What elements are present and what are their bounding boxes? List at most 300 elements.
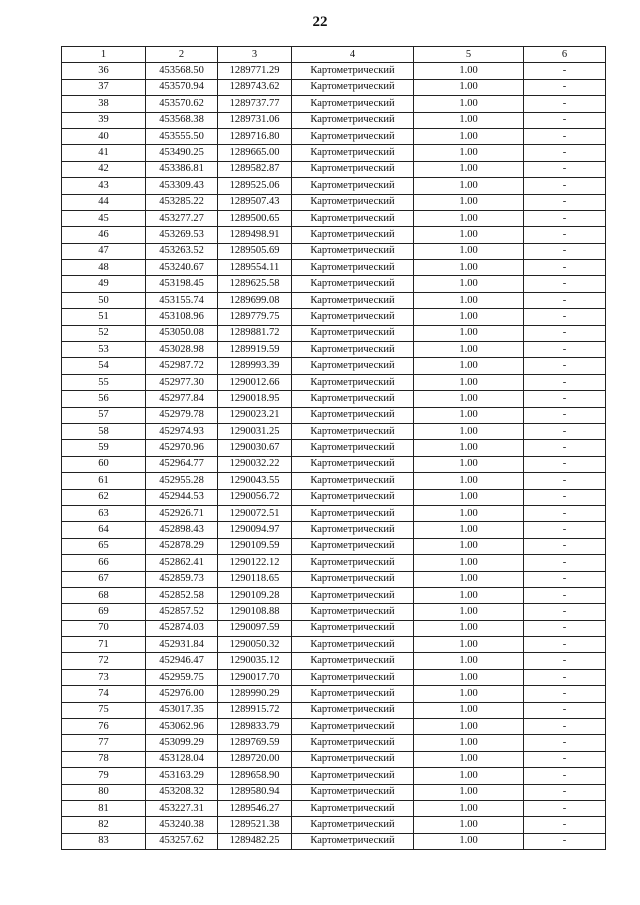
- method-cell: Картометрический: [292, 276, 414, 292]
- accuracy-cell: 1.00: [414, 456, 524, 472]
- y-coordinate-cell: 1290035.12: [218, 653, 292, 669]
- table-row: [62, 292, 606, 308]
- accuracy-cell: 1.00: [414, 325, 524, 341]
- method-cell: Картометрический: [292, 292, 414, 308]
- description-cell: -: [524, 702, 606, 718]
- description-cell: -: [524, 260, 606, 276]
- x-coordinate-cell: 452931.84: [146, 637, 218, 653]
- table-row: [62, 833, 606, 849]
- point-number-cell: 74: [62, 686, 146, 702]
- table-row: [62, 145, 606, 161]
- x-coordinate-cell: 453198.45: [146, 276, 218, 292]
- header-cell-1: 1: [62, 47, 146, 63]
- description-cell: -: [524, 276, 606, 292]
- description-cell: -: [524, 407, 606, 423]
- y-coordinate-cell: 1290056.72: [218, 489, 292, 505]
- x-coordinate-cell: 452862.41: [146, 555, 218, 571]
- method-cell: Картометрический: [292, 342, 414, 358]
- description-cell: -: [524, 456, 606, 472]
- method-cell: Картометрический: [292, 686, 414, 702]
- description-cell: -: [524, 751, 606, 767]
- header-cell-4: 4: [292, 47, 414, 63]
- accuracy-cell: 1.00: [414, 79, 524, 95]
- point-number-cell: 63: [62, 505, 146, 521]
- description-cell: -: [524, 325, 606, 341]
- x-coordinate-cell: 452946.47: [146, 653, 218, 669]
- x-coordinate-cell: 453050.08: [146, 325, 218, 341]
- accuracy-cell: 1.00: [414, 96, 524, 112]
- accuracy-cell: 1.00: [414, 276, 524, 292]
- table-row: [62, 686, 606, 702]
- description-cell: -: [524, 669, 606, 685]
- method-cell: Картометрический: [292, 325, 414, 341]
- accuracy-cell: 1.00: [414, 637, 524, 653]
- point-number-cell: 64: [62, 522, 146, 538]
- y-coordinate-cell: 1290109.28: [218, 587, 292, 603]
- x-coordinate-cell: 453555.50: [146, 128, 218, 144]
- x-coordinate-cell: 453309.43: [146, 178, 218, 194]
- x-coordinate-cell: 453570.94: [146, 79, 218, 95]
- y-coordinate-cell: 1289699.08: [218, 292, 292, 308]
- point-number-cell: 47: [62, 243, 146, 259]
- table-row: [62, 505, 606, 521]
- description-cell: -: [524, 653, 606, 669]
- header-cell-5: 5: [414, 47, 524, 63]
- point-number-cell: 60: [62, 456, 146, 472]
- accuracy-cell: 1.00: [414, 440, 524, 456]
- table-row: [62, 751, 606, 767]
- method-cell: Картометрический: [292, 63, 414, 79]
- x-coordinate-cell: 452874.03: [146, 620, 218, 636]
- table-row: [62, 374, 606, 390]
- y-coordinate-cell: 1290097.59: [218, 620, 292, 636]
- method-cell: Картометрический: [292, 194, 414, 210]
- y-coordinate-cell: 1289779.75: [218, 309, 292, 325]
- y-coordinate-cell: 1289507.43: [218, 194, 292, 210]
- accuracy-cell: 1.00: [414, 178, 524, 194]
- y-coordinate-cell: 1289658.90: [218, 768, 292, 784]
- table-row: [62, 79, 606, 95]
- method-cell: Картометрический: [292, 358, 414, 374]
- description-cell: -: [524, 423, 606, 439]
- point-number-cell: 78: [62, 751, 146, 767]
- point-number-cell: 38: [62, 96, 146, 112]
- point-number-cell: 77: [62, 735, 146, 751]
- y-coordinate-cell: 1290122.12: [218, 555, 292, 571]
- x-coordinate-cell: 452977.30: [146, 374, 218, 390]
- point-number-cell: 51: [62, 309, 146, 325]
- y-coordinate-cell: 1289546.27: [218, 800, 292, 816]
- x-coordinate-cell: 453240.38: [146, 817, 218, 833]
- accuracy-cell: 1.00: [414, 800, 524, 816]
- accuracy-cell: 1.00: [414, 145, 524, 161]
- y-coordinate-cell: 1290017.70: [218, 669, 292, 685]
- y-coordinate-cell: 1290072.51: [218, 505, 292, 521]
- table-row: [62, 342, 606, 358]
- accuracy-cell: 1.00: [414, 735, 524, 751]
- method-cell: Картометрический: [292, 243, 414, 259]
- method-cell: Картометрический: [292, 112, 414, 128]
- accuracy-cell: 1.00: [414, 260, 524, 276]
- method-cell: Картометрический: [292, 735, 414, 751]
- x-coordinate-cell: 453017.35: [146, 702, 218, 718]
- method-cell: Картометрический: [292, 210, 414, 226]
- table-row: [62, 210, 606, 226]
- method-cell: Картометрический: [292, 719, 414, 735]
- table-row: [62, 391, 606, 407]
- x-coordinate-cell: 452974.93: [146, 423, 218, 439]
- x-coordinate-cell: 453285.22: [146, 194, 218, 210]
- table-row: [62, 407, 606, 423]
- point-number-cell: 68: [62, 587, 146, 603]
- accuracy-cell: 1.00: [414, 194, 524, 210]
- table-row: [62, 653, 606, 669]
- point-number-cell: 70: [62, 620, 146, 636]
- table-row: [62, 702, 606, 718]
- method-cell: Картометрический: [292, 587, 414, 603]
- method-cell: Картометрический: [292, 374, 414, 390]
- x-coordinate-cell: 453263.52: [146, 243, 218, 259]
- method-cell: Картометрический: [292, 96, 414, 112]
- description-cell: -: [524, 686, 606, 702]
- accuracy-cell: 1.00: [414, 489, 524, 505]
- description-cell: -: [524, 522, 606, 538]
- table-row: [62, 358, 606, 374]
- y-coordinate-cell: 1289737.77: [218, 96, 292, 112]
- y-coordinate-cell: 1290031.25: [218, 423, 292, 439]
- y-coordinate-cell: 1290018.95: [218, 391, 292, 407]
- x-coordinate-cell: 452959.75: [146, 669, 218, 685]
- description-cell: -: [524, 374, 606, 390]
- method-cell: Картометрический: [292, 538, 414, 554]
- x-coordinate-cell: 452987.72: [146, 358, 218, 374]
- x-coordinate-cell: 453163.29: [146, 768, 218, 784]
- table-row: [62, 620, 606, 636]
- y-coordinate-cell: 1289482.25: [218, 833, 292, 849]
- accuracy-cell: 1.00: [414, 784, 524, 800]
- header-cell-3: 3: [218, 47, 292, 63]
- accuracy-cell: 1.00: [414, 112, 524, 128]
- accuracy-cell: 1.00: [414, 686, 524, 702]
- table-row: [62, 227, 606, 243]
- point-number-cell: 66: [62, 555, 146, 571]
- method-cell: Картометрический: [292, 833, 414, 849]
- accuracy-cell: 1.00: [414, 309, 524, 325]
- method-cell: Картометрический: [292, 505, 414, 521]
- accuracy-cell: 1.00: [414, 374, 524, 390]
- y-coordinate-cell: 1289720.00: [218, 751, 292, 767]
- description-cell: -: [524, 735, 606, 751]
- table-row: [62, 555, 606, 571]
- x-coordinate-cell: 452977.84: [146, 391, 218, 407]
- point-number-cell: 61: [62, 473, 146, 489]
- description-cell: -: [524, 538, 606, 554]
- point-number-cell: 44: [62, 194, 146, 210]
- accuracy-cell: 1.00: [414, 620, 524, 636]
- accuracy-cell: 1.00: [414, 522, 524, 538]
- description-cell: -: [524, 637, 606, 653]
- y-coordinate-cell: 1290094.97: [218, 522, 292, 538]
- y-coordinate-cell: 1289521.38: [218, 817, 292, 833]
- y-coordinate-cell: 1290032.22: [218, 456, 292, 472]
- y-coordinate-cell: 1289580.94: [218, 784, 292, 800]
- point-number-cell: 62: [62, 489, 146, 505]
- description-cell: -: [524, 489, 606, 505]
- point-number-cell: 79: [62, 768, 146, 784]
- x-coordinate-cell: 453227.31: [146, 800, 218, 816]
- y-coordinate-cell: 1290050.32: [218, 637, 292, 653]
- accuracy-cell: 1.00: [414, 358, 524, 374]
- description-cell: -: [524, 587, 606, 603]
- method-cell: Картометрический: [292, 391, 414, 407]
- method-cell: Картометрический: [292, 309, 414, 325]
- table-row: [62, 243, 606, 259]
- description-cell: -: [524, 210, 606, 226]
- accuracy-cell: 1.00: [414, 423, 524, 439]
- point-number-cell: 72: [62, 653, 146, 669]
- description-cell: -: [524, 505, 606, 521]
- description-cell: -: [524, 571, 606, 587]
- method-cell: Картометрический: [292, 178, 414, 194]
- description-cell: -: [524, 178, 606, 194]
- method-cell: Картометрический: [292, 702, 414, 718]
- point-number-cell: 39: [62, 112, 146, 128]
- table-row: [62, 128, 606, 144]
- point-number-cell: 80: [62, 784, 146, 800]
- x-coordinate-cell: 452944.53: [146, 489, 218, 505]
- method-cell: Картометрический: [292, 784, 414, 800]
- x-coordinate-cell: 453062.96: [146, 719, 218, 735]
- method-cell: Картометрический: [292, 260, 414, 276]
- table-row: [62, 637, 606, 653]
- header-cell-6: 6: [524, 47, 606, 63]
- x-coordinate-cell: 453155.74: [146, 292, 218, 308]
- description-cell: -: [524, 342, 606, 358]
- method-cell: Картометрический: [292, 653, 414, 669]
- x-coordinate-cell: 453386.81: [146, 161, 218, 177]
- description-cell: -: [524, 194, 606, 210]
- table-row: [62, 604, 606, 620]
- description-cell: -: [524, 96, 606, 112]
- y-coordinate-cell: 1289554.11: [218, 260, 292, 276]
- table-row: [62, 440, 606, 456]
- x-coordinate-cell: 452878.29: [146, 538, 218, 554]
- y-coordinate-cell: 1289498.91: [218, 227, 292, 243]
- y-coordinate-cell: 1290118.65: [218, 571, 292, 587]
- method-cell: Картометрический: [292, 440, 414, 456]
- x-coordinate-cell: 452979.78: [146, 407, 218, 423]
- x-coordinate-cell: 452955.28: [146, 473, 218, 489]
- y-coordinate-cell: 1290030.67: [218, 440, 292, 456]
- point-number-cell: 36: [62, 63, 146, 79]
- page-number: 22: [312, 14, 328, 30]
- table-row: [62, 587, 606, 603]
- table-row: [62, 112, 606, 128]
- accuracy-cell: 1.00: [414, 604, 524, 620]
- x-coordinate-cell: 453208.32: [146, 784, 218, 800]
- accuracy-cell: 1.00: [414, 719, 524, 735]
- accuracy-cell: 1.00: [414, 669, 524, 685]
- x-coordinate-cell: 453568.38: [146, 112, 218, 128]
- x-coordinate-cell: 452970.96: [146, 440, 218, 456]
- method-cell: Картометрический: [292, 79, 414, 95]
- accuracy-cell: 1.00: [414, 63, 524, 79]
- description-cell: -: [524, 440, 606, 456]
- description-cell: -: [524, 719, 606, 735]
- point-number-cell: 83: [62, 833, 146, 849]
- point-number-cell: 65: [62, 538, 146, 554]
- accuracy-cell: 1.00: [414, 210, 524, 226]
- point-number-cell: 57: [62, 407, 146, 423]
- table-row: [62, 276, 606, 292]
- table-row: [62, 669, 606, 685]
- description-cell: -: [524, 79, 606, 95]
- y-coordinate-cell: 1289582.87: [218, 161, 292, 177]
- description-cell: -: [524, 768, 606, 784]
- y-coordinate-cell: 1289625.58: [218, 276, 292, 292]
- x-coordinate-cell: 453269.53: [146, 227, 218, 243]
- point-number-cell: 48: [62, 260, 146, 276]
- table-row: [62, 784, 606, 800]
- table-row: [62, 161, 606, 177]
- description-cell: -: [524, 145, 606, 161]
- description-cell: -: [524, 63, 606, 79]
- method-cell: Картометрический: [292, 571, 414, 587]
- point-number-cell: 42: [62, 161, 146, 177]
- y-coordinate-cell: 1289743.62: [218, 79, 292, 95]
- table-row: [62, 719, 606, 735]
- x-coordinate-cell: 452857.52: [146, 604, 218, 620]
- accuracy-cell: 1.00: [414, 473, 524, 489]
- method-cell: Картометрический: [292, 669, 414, 685]
- point-number-cell: 59: [62, 440, 146, 456]
- point-number-cell: 41: [62, 145, 146, 161]
- table-row: [62, 194, 606, 210]
- method-cell: Картометрический: [292, 473, 414, 489]
- point-number-cell: 49: [62, 276, 146, 292]
- table-row: [62, 768, 606, 784]
- table-header-row: [62, 47, 606, 63]
- point-number-cell: 71: [62, 637, 146, 653]
- description-cell: -: [524, 391, 606, 407]
- y-coordinate-cell: 1289881.72: [218, 325, 292, 341]
- accuracy-cell: 1.00: [414, 538, 524, 554]
- table-row: [62, 735, 606, 751]
- description-cell: -: [524, 620, 606, 636]
- table-row: [62, 817, 606, 833]
- x-coordinate-cell: 453568.50: [146, 63, 218, 79]
- point-number-cell: 55: [62, 374, 146, 390]
- x-coordinate-cell: 452859.73: [146, 571, 218, 587]
- method-cell: Картометрический: [292, 637, 414, 653]
- x-coordinate-cell: 453240.67: [146, 260, 218, 276]
- point-number-cell: 82: [62, 817, 146, 833]
- table-row: [62, 473, 606, 489]
- method-cell: Картометрический: [292, 423, 414, 439]
- point-number-cell: 40: [62, 128, 146, 144]
- method-cell: Картометрический: [292, 145, 414, 161]
- point-number-cell: 76: [62, 719, 146, 735]
- accuracy-cell: 1.00: [414, 555, 524, 571]
- table-row: [62, 456, 606, 472]
- method-cell: Картометрический: [292, 620, 414, 636]
- table-row: [62, 489, 606, 505]
- point-number-cell: 50: [62, 292, 146, 308]
- description-cell: -: [524, 358, 606, 374]
- accuracy-cell: 1.00: [414, 702, 524, 718]
- method-cell: Картометрический: [292, 751, 414, 767]
- y-coordinate-cell: 1289731.06: [218, 112, 292, 128]
- table-row: [62, 538, 606, 554]
- coordinates-table: [61, 46, 606, 850]
- description-cell: -: [524, 473, 606, 489]
- method-cell: Картометрический: [292, 522, 414, 538]
- y-coordinate-cell: 1289769.59: [218, 735, 292, 751]
- method-cell: Картометрический: [292, 456, 414, 472]
- description-cell: -: [524, 161, 606, 177]
- description-cell: -: [524, 555, 606, 571]
- point-number-cell: 73: [62, 669, 146, 685]
- point-number-cell: 43: [62, 178, 146, 194]
- method-cell: Картометрический: [292, 227, 414, 243]
- accuracy-cell: 1.00: [414, 587, 524, 603]
- x-coordinate-cell: 453099.29: [146, 735, 218, 751]
- description-cell: -: [524, 309, 606, 325]
- description-cell: -: [524, 292, 606, 308]
- description-cell: -: [524, 227, 606, 243]
- point-number-cell: 67: [62, 571, 146, 587]
- table-row: [62, 260, 606, 276]
- table-row: [62, 423, 606, 439]
- accuracy-cell: 1.00: [414, 833, 524, 849]
- y-coordinate-cell: 1289500.65: [218, 210, 292, 226]
- x-coordinate-cell: 453490.25: [146, 145, 218, 161]
- description-cell: -: [524, 800, 606, 816]
- y-coordinate-cell: 1289993.39: [218, 358, 292, 374]
- point-number-cell: 58: [62, 423, 146, 439]
- accuracy-cell: 1.00: [414, 653, 524, 669]
- method-cell: Картометрический: [292, 768, 414, 784]
- point-number-cell: 54: [62, 358, 146, 374]
- method-cell: Картометрический: [292, 128, 414, 144]
- y-coordinate-cell: 1289990.29: [218, 686, 292, 702]
- point-number-cell: 45: [62, 210, 146, 226]
- x-coordinate-cell: 453277.27: [146, 210, 218, 226]
- header-cell-2: 2: [146, 47, 218, 63]
- accuracy-cell: 1.00: [414, 342, 524, 358]
- method-cell: Картометрический: [292, 604, 414, 620]
- x-coordinate-cell: 453108.96: [146, 309, 218, 325]
- description-cell: -: [524, 243, 606, 259]
- method-cell: Картометрический: [292, 800, 414, 816]
- method-cell: Картометрический: [292, 555, 414, 571]
- x-coordinate-cell: 452976.00: [146, 686, 218, 702]
- accuracy-cell: 1.00: [414, 751, 524, 767]
- table-row: [62, 800, 606, 816]
- y-coordinate-cell: 1289771.29: [218, 63, 292, 79]
- description-cell: -: [524, 817, 606, 833]
- y-coordinate-cell: 1289919.59: [218, 342, 292, 358]
- x-coordinate-cell: 453028.98: [146, 342, 218, 358]
- table-row: [62, 178, 606, 194]
- table-row: [62, 522, 606, 538]
- description-cell: -: [524, 784, 606, 800]
- y-coordinate-cell: 1289525.06: [218, 178, 292, 194]
- method-cell: Картометрический: [292, 161, 414, 177]
- accuracy-cell: 1.00: [414, 407, 524, 423]
- table-row: [62, 325, 606, 341]
- point-number-cell: 75: [62, 702, 146, 718]
